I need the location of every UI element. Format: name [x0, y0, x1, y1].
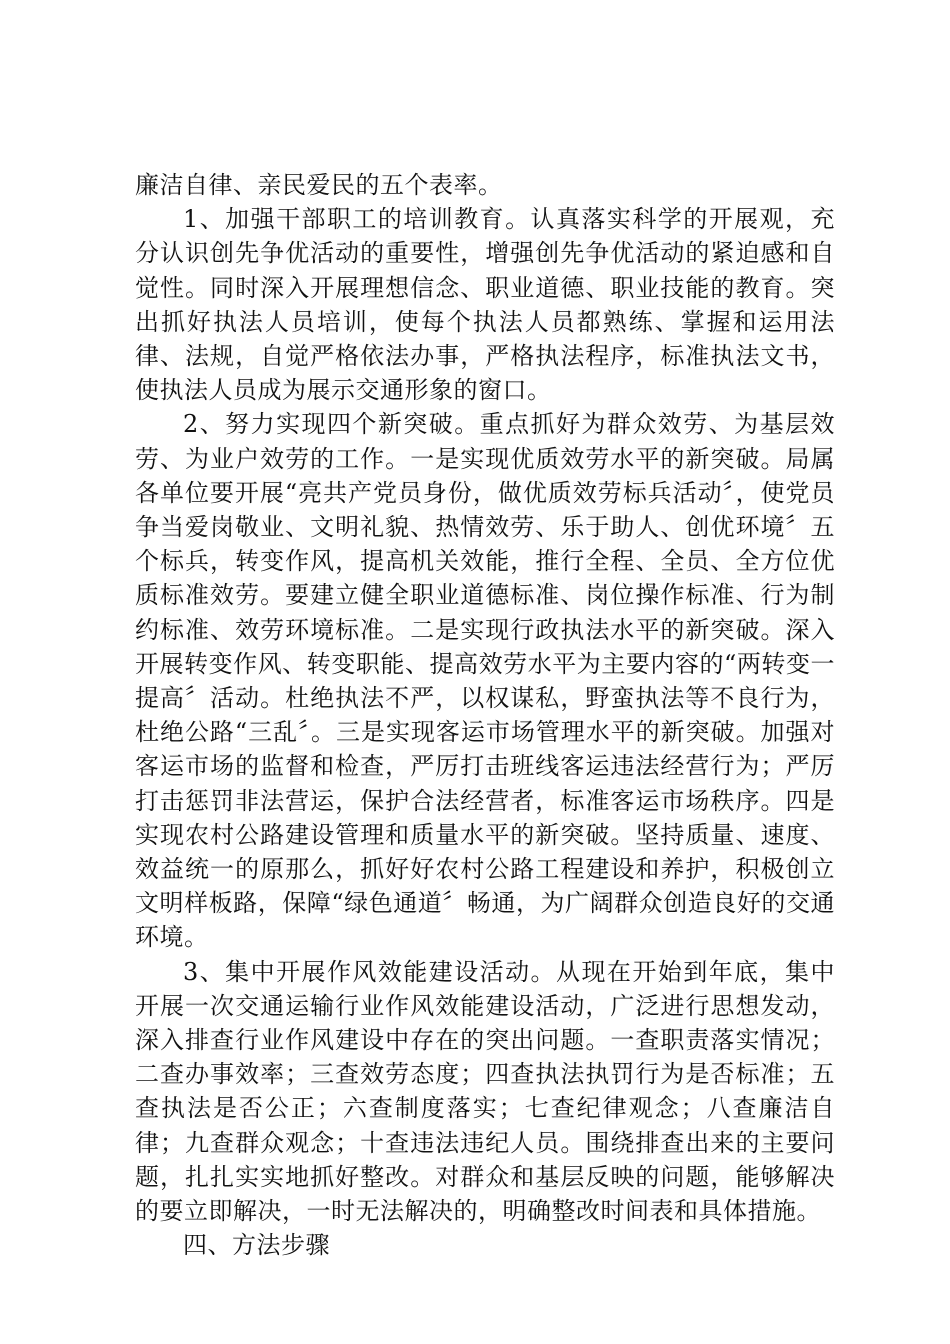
- paragraph-continuation: 廉洁自律、亲民爱民的五个表率。: [135, 171, 503, 199]
- paragraph-work-style-campaign: 3、集中开展作风效能建设活动。从现在开始到年底，集中开展一次交通运输行业作风效能建设活动，广泛进行思想发动，深入排查行业作风建设中存在的突出问题。一查职责落实情况；二查办事效率；三查效劳态度；四查执法执罚行为是否标准；五查执法是否公正；六查制度落实；七查纪律观念；八查廉洁自律；九查群众观念；十查违法违纪人员。围绕排查出来的主要问题，扎扎实实地抓好整改。对群众和基层反映的问题，能够解决的要立即解决，一时无法解决的，明确整改时间表和具体措施。: [135, 957, 835, 1226]
- paragraph-training-education: 1、加强干部职工的培训教育。认真落实科学的开展观，充分认识创先争优活动的重要性，增强创先争优活动的紧迫感和自觉性。同时深入开展理想信念、职业道德、职业技能的教育。突出抓好执法人员培训，使每个执法人员都熟练、掌握和运用法律、法规，自觉严格依法办事，严格执法程序，标准执法文书，使执法人员成为展示交通形象的窗口。: [135, 205, 835, 405]
- body-text: [135, 168, 835, 1263]
- section-heading-methods: 四、方法步骤: [183, 1231, 330, 1260]
- paragraph-four-breakthroughs: 2、努力实现四个新突破。重点抓好为群众效劳、为基层效劳、为业户效劳的工作。一是实现优质效劳水平的新突破。局属各单位要开展“亮共产党员身份，做优质效劳标兵活动〞，使党员争当爱岗敬业、文明礼貌、热情效劳、乐于助人、创优环境〞五个标兵，转变作风，提高机关效能，推行全程、全员、全方位优质标准效劳。要建立健全职业道德标准、岗位操作标准、行为制约标准、效劳环境标准。二是实现行政执法水平的新突破。深入开展转变作风、转变职能、提高效劳水平为主要内容的“两转变一提高〞活动。杜绝执法不严，以权谋私，野蛮执法等不良行为，杜绝公路“三乱〞。三是实现客运市场管理水平的新突破。加强对客运市场的监督和检查，严厉打击班线客运违法经营行为；严厉打击惩罚非法营运，保护合法经营者，标准客运市场秩序。四是实现农村公路建设管理和质量水平的新突破。坚持质量、速度、效益统一的原那么，抓好好农村公路工程建设和养护，积极创立文明样板路，保障“绿色通道〞畅通，为广阔群众创造良好的交通环境。: [135, 410, 835, 952]
